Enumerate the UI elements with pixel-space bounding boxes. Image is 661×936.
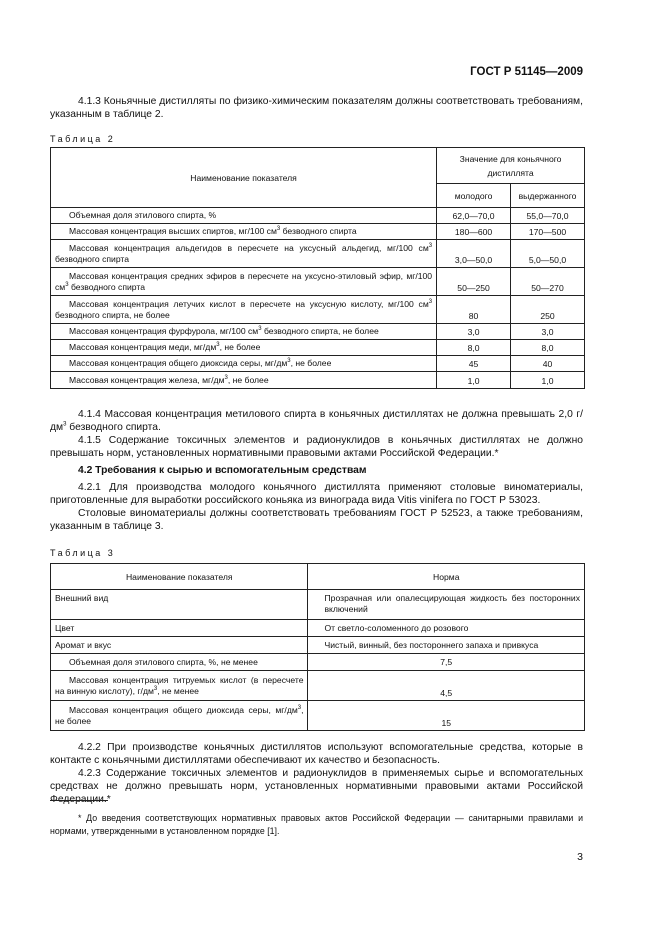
table-3-header-name: Наименование показателя <box>51 564 308 590</box>
paragraph-4-2-2: 4.2.2 При производстве коньячных дистиллятов используют вспомогательные средства, которые в контакте с коньячными дистиллятами обеспечивают их качество и безопасность. <box>50 742 583 766</box>
table-2-header-name: Наименование показателя <box>51 148 437 208</box>
paragraph-4-1-3: 4.1.3 Коньячные дистилляты по физико-химическим показателям должны соответствовать требованиям, указанным в таблице 2. <box>50 96 583 120</box>
table-3 <box>50 563 585 731</box>
table-2-header-aged: выдержанного <box>511 184 585 208</box>
table-row: Массовая концентрация титруемых кислот (в пересчете на винную кислоту), $г/дм^3$, не менее 4,5 <box>51 671 585 701</box>
table-row: Объемная доля этилового спирта, % 62,0—70,0 55,0—70,0 <box>51 208 585 224</box>
table-row: Массовая концентрация железа, $мг/дм^3$, не более 1,0 1,0 <box>51 372 585 389</box>
table-row: Цвет От светло-соломенного до розового <box>51 620 585 637</box>
footnote: * До введения соответствующих нормативных правовых актов Российской Федерации — санитарными правилами и нормами, утвержденными в установленном порядке [1]. <box>50 813 583 836</box>
table-row: Массовая концентрация альдегидов в пересчете на уксусный альдегид, мг/100 $см^3$ безводного спирта 3,0—50,0 5,0—50,0 <box>51 240 585 268</box>
paragraph-4-2-1-continued: Столовые виноматериалы должны соответствовать требованиям ГОСТ Р 52523, а также требованиям, указанным в таблице 3. <box>50 508 583 532</box>
table-row: Массовая концентрация средних эфиров в пересчете на уксусно-этиловый эфир, мг/100 $см^3$ безводного спирта 50—250 50—270 <box>51 268 585 296</box>
paragraph-4-1-5: 4.1.5 Содержание токсичных элементов и радионуклидов в коньячных дистиллятах не должно превышать норм, установленных нормативными правовыми актами Российской Федерации.* <box>50 435 583 459</box>
table-3-header-norm: Норма <box>308 564 585 590</box>
table-row: Массовая концентрация высших спиртов, мг/100 $см^3$ безводного спирта 180—600 170—500 <box>51 224 585 240</box>
table-2-header-young: молодого <box>437 184 511 208</box>
table-row: Внешний вид Прозрачная или опалесцирующая жидкость без посторонних включений <box>51 590 585 620</box>
section-heading-4-2: 4.2 Требования к сырью и вспомогательным средствам <box>78 465 367 476</box>
paragraph-4-1-4: 4.1.4 Массовая концентрация метилового спирта в коньячных дистиллятах не должна превышать 2,0 $г/дм^3$ безводного спирта. <box>50 409 583 433</box>
table-row: Аромат и вкус Чистый, винный, без постороннего запаха и привкуса <box>51 637 585 654</box>
table-2-header-value: Значение для коньячного дистиллята <box>437 148 585 184</box>
table-row: Массовая концентрация летучих кислот в пересчете на уксусную кислоту, мг/100 $см^3$ безводного спирта, не более 80 250 <box>51 296 585 324</box>
footnote-divider <box>50 800 108 801</box>
paragraph-4-2-3: 4.2.3 Содержание токсичных элементов и радионуклидов в применяемых сырье и вспомогательных средствах не должно превышать норм, установленных нормативными правовыми актами Российской Федерации.* <box>50 768 583 805</box>
table-row: Объемная доля этилового спирта, %, не менее 7,5 <box>51 654 585 671</box>
table-row: Массовая концентрация фурфурола, мг/100 $см^3$ безводного спирта, не более 3,0 3,0 <box>51 324 585 340</box>
table-row: Массовая концентрация общего диоксида серы, $мг/дм^3$, не более 15 <box>51 701 585 731</box>
page-number: 3 <box>577 851 583 863</box>
table-row: Массовая концентрация общего диоксида серы, $мг/дм^3$, не более 45 40 <box>51 356 585 372</box>
paragraph-4-2-1: 4.2.1 Для производства молодого коньячного дистиллята применяют столовые виноматериалы, приготовленные для выработки российского коньяка из винограда вида Vitis vinifera по ГОСТ Р 53023. <box>50 482 583 506</box>
table-row: Массовая концентрация меди, $мг/дм^3$, не более 8,0 8,0 <box>51 340 585 356</box>
table-2-caption: Таблица 2 <box>50 134 116 144</box>
table-2 <box>50 147 585 389</box>
table-3-caption: Таблица 3 <box>50 548 116 558</box>
standard-code: ГОСТ Р 51145—2009 <box>470 66 583 78</box>
